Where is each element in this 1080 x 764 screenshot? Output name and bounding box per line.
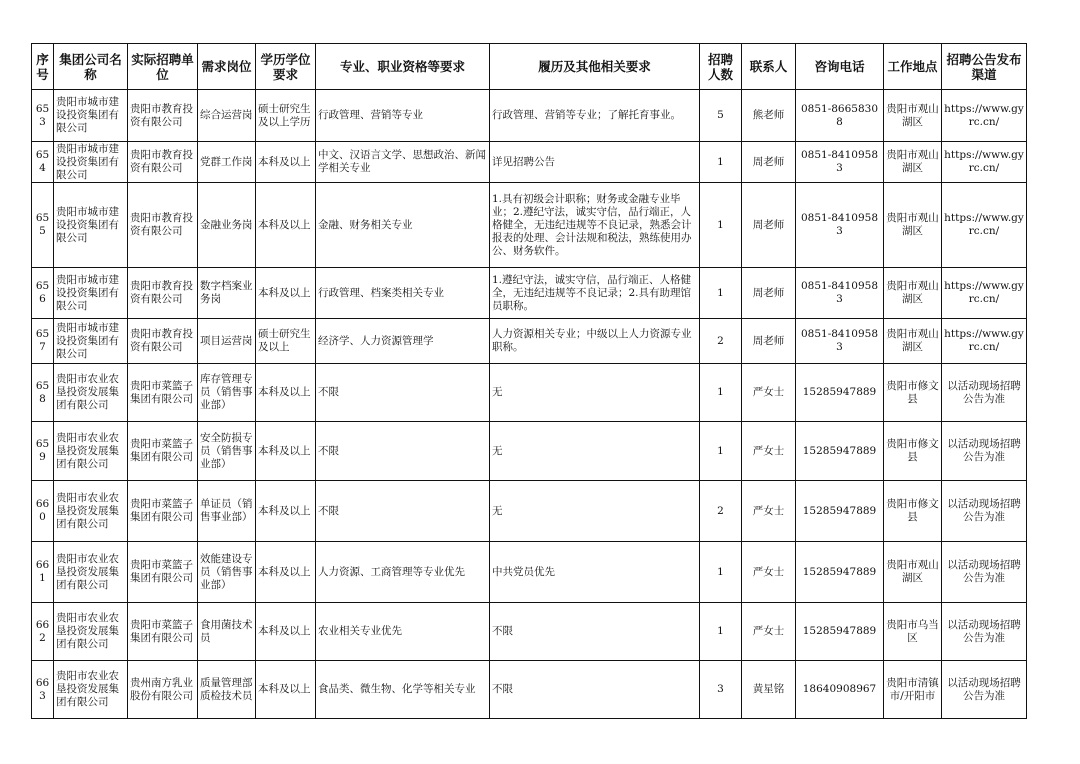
major-requirement-text: 行政管理、档案类相关专业: [318, 286, 444, 299]
work-location-text: 贵阳市观山湖区: [886, 559, 939, 584]
other-requirement-text: 人力资源相关专业；中级以上人力资源专业职称。: [492, 328, 692, 353]
group-company-name-text: 贵阳市城市建设投资集团有限公司: [56, 142, 119, 181]
table-body: [32, 90, 1027, 719]
work-location-text: 贵阳市观山湖区: [886, 149, 939, 174]
phone-number: [796, 319, 884, 364]
header-phone: 咨询电话: [796, 44, 884, 90]
contact-person: [742, 364, 796, 422]
hiring-unit-text: 贵阳市教育投资有限公司: [130, 280, 193, 305]
table-row: [32, 142, 1027, 183]
contact-person: [742, 183, 796, 268]
group-company-name-text: 贵阳市农业农垦投资发展集团有限公司: [56, 373, 119, 411]
major-requirement: [316, 422, 490, 481]
work-location-text: 贵阳市观山湖区: [886, 280, 939, 305]
other-requirement: [490, 90, 700, 142]
hiring-unit: [128, 183, 198, 268]
announcement-channel: [942, 364, 1027, 422]
group-company-name: [54, 142, 128, 183]
group-company-name-text: 贵阳市农业农垦投资发展集团有限公司: [56, 670, 119, 708]
contact-person-text: 严女士: [752, 565, 785, 578]
row-number: [32, 183, 54, 268]
other-requirement: [490, 142, 700, 183]
education-requirement: [256, 268, 316, 319]
major-requirement: [316, 268, 490, 319]
hiring-count-text: 3: [717, 683, 724, 695]
work-location-text: 贵阳市观山湖区: [886, 212, 939, 237]
other-requirement: [490, 422, 700, 481]
education-requirement: [256, 90, 316, 142]
announcement-channel-text: 以活动现场招聘公告为准: [947, 559, 1021, 584]
phone-number-text: 15285947889: [802, 386, 877, 398]
education-requirement-text: 本科及以上: [258, 444, 311, 457]
other-requirement-text: 无: [492, 444, 503, 457]
group-company-name-text: 贵阳市城市建设投资集团有限公司: [56, 273, 119, 312]
job-post-text: 数字档案业务岗: [200, 280, 253, 305]
row-number-text: 661: [35, 559, 50, 584]
major-requirement-text: 不限: [318, 386, 339, 398]
other-requirement-text: 无: [492, 504, 503, 517]
group-company-name: [54, 90, 128, 142]
job-post-text: 效能建设专员（销售事业部）: [200, 552, 253, 591]
major-requirement-text: 金融、财务相关专业: [318, 218, 413, 231]
row-number-text: 657: [35, 328, 50, 353]
contact-person: [742, 542, 796, 603]
work-location: [884, 319, 942, 364]
education-requirement-text: 本科及以上: [258, 504, 311, 517]
work-location: [884, 661, 942, 719]
major-requirement: [316, 183, 490, 268]
group-company-name-text: 贵阳市农业农垦投资发展集团有限公司: [56, 612, 119, 650]
group-company-name: [54, 268, 128, 319]
job-post: [198, 542, 256, 603]
contact-person-text: 周老师: [752, 155, 785, 168]
work-location: [884, 422, 942, 481]
work-location: [884, 268, 942, 319]
work-location: [884, 603, 942, 661]
hiring-count: [700, 319, 742, 364]
group-company-name-text: 贵阳市城市建设投资集团有限公司: [56, 205, 119, 244]
announcement-channel-text: 以活动现场招聘公告为准: [947, 498, 1021, 523]
contact-person: [742, 142, 796, 183]
contact-person: [742, 90, 796, 142]
job-post: [198, 183, 256, 268]
table-row: [32, 661, 1027, 719]
hiring-unit: [128, 364, 198, 422]
job-post-text: 质量管理部质检技术员: [200, 676, 253, 702]
hiring-unit: [128, 422, 198, 481]
job-post: [198, 90, 256, 142]
education-requirement-text: 本科及以上: [258, 683, 311, 695]
major-requirement-text: 行政管理、营销等专业: [318, 109, 423, 121]
major-requirement: [316, 364, 490, 422]
header-row: [32, 44, 1027, 90]
phone-number: [796, 542, 884, 603]
header-count: 招聘人数: [700, 44, 742, 90]
announcement-channel: [942, 422, 1027, 481]
education-requirement: [256, 542, 316, 603]
hiring-count-text: 1: [717, 386, 724, 398]
other-requirement-text: 不限: [492, 683, 513, 695]
hiring-unit-text: 贵阳市教育投资有限公司: [130, 149, 193, 174]
job-post-text: 食用菌技术员: [200, 618, 253, 644]
other-requirement: [490, 364, 700, 422]
announcement-channel-text: https://www.gyrc.cn/: [944, 212, 1024, 237]
hiring-unit: [128, 268, 198, 319]
announcement-channel: [942, 268, 1027, 319]
announcement-channel-text: https://www.gyrc.cn/: [944, 102, 1024, 128]
other-requirement-text: 1.具有初级会计职称；财务或金融专业毕业；2.遵纪守法，诚实守信，品行端正，人格健全，无违纪违规等不良记录，熟悉会计报表的处理、会计法规和税法，熟练使用办公、财务软件。: [492, 192, 692, 257]
major-requirement: [316, 661, 490, 719]
hiring-count: [700, 142, 742, 183]
major-requirement: [316, 142, 490, 183]
header-major: 专业、职业资格等要求: [316, 44, 490, 90]
recruitment-table: [31, 43, 1027, 719]
phone-number-text: 15285947889: [802, 444, 877, 457]
row-number-text: 663: [35, 676, 50, 702]
row-number-text: 660: [35, 498, 50, 523]
header-edu: 学历学位要求: [256, 44, 316, 90]
table-row: [32, 481, 1027, 542]
major-requirement: [316, 603, 490, 661]
phone-number: [796, 364, 884, 422]
job-post-text: 金融业务岗: [200, 218, 253, 231]
group-company-name-text: 贵阳市城市建设投资集团有限公司: [56, 96, 119, 134]
hiring-count: [700, 422, 742, 481]
table-row: [32, 183, 1027, 268]
group-company-name-text: 贵阳市农业农垦投资发展集团有限公司: [56, 552, 119, 591]
hiring-count-text: 1: [717, 565, 724, 578]
hiring-count-text: 1: [717, 155, 724, 168]
group-company-name-text: 贵阳市农业农垦投资发展集团有限公司: [56, 491, 119, 530]
work-location: [884, 90, 942, 142]
education-requirement-text: 硕士研究生及以上: [258, 328, 311, 353]
job-post: [198, 319, 256, 364]
hiring-count-text: 1: [717, 286, 724, 299]
announcement-channel-text: 以活动现场招聘公告为准: [947, 676, 1021, 702]
other-requirement: [490, 319, 700, 364]
hiring-count-text: 1: [717, 444, 724, 457]
table-row: [32, 422, 1027, 481]
table-row: [32, 542, 1027, 603]
education-requirement: [256, 603, 316, 661]
header-other: 履历及其他相关要求: [490, 44, 700, 90]
other-requirement: [490, 542, 700, 603]
phone-number: [796, 183, 884, 268]
job-post: [198, 481, 256, 542]
contact-person-text: 黄星铭: [752, 683, 785, 695]
job-post: [198, 268, 256, 319]
phone-number-text: 0851-84109583: [800, 280, 879, 305]
hiring-unit-text: 贵州南方乳业股份有限公司: [130, 676, 193, 702]
phone-number-text: 0851-84109583: [800, 328, 879, 353]
announcement-channel-text: 以活动现场招聘公告为准: [947, 379, 1021, 405]
announcement-channel-text: 以活动现场招聘公告为准: [947, 438, 1021, 463]
announcement-channel: [942, 142, 1027, 183]
announcement-channel: [942, 90, 1027, 142]
table-row: [32, 268, 1027, 319]
hiring-count: [700, 364, 742, 422]
row-number: [32, 661, 54, 719]
education-requirement: [256, 364, 316, 422]
job-post-text: 安全防损专员（销售事业部）: [200, 431, 253, 470]
row-number-text: 653: [35, 102, 50, 128]
education-requirement-text: 本科及以上: [258, 625, 311, 637]
major-requirement: [316, 542, 490, 603]
education-requirement: [256, 142, 316, 183]
job-post-text: 党群工作岗: [200, 155, 253, 168]
phone-number: [796, 422, 884, 481]
contact-person: [742, 268, 796, 319]
group-company-name: [54, 319, 128, 364]
phone-number-text: 15285947889: [802, 504, 877, 517]
work-location-text: 贵阳市观山湖区: [886, 328, 939, 353]
education-requirement-text: 本科及以上: [258, 155, 311, 168]
hiring-unit-text: 贵阳市菜篮子集团有限公司: [130, 618, 193, 644]
announcement-channel: [942, 183, 1027, 268]
hiring-count-text: 1: [717, 218, 724, 231]
other-requirement: [490, 183, 700, 268]
row-number-text: 659: [35, 438, 50, 463]
work-location-text: 贵阳市乌当区: [886, 618, 939, 644]
row-number: [32, 142, 54, 183]
hiring-unit: [128, 603, 198, 661]
row-number-text: 658: [35, 379, 50, 405]
row-number: [32, 90, 54, 142]
education-requirement: [256, 183, 316, 268]
group-company-name-text: 贵阳市农业农垦投资发展集团有限公司: [56, 431, 119, 470]
announcement-channel: [942, 603, 1027, 661]
job-post-text: 综合运营岗: [200, 109, 253, 121]
hiring-count-text: 2: [717, 334, 724, 347]
row-number-text: 655: [35, 212, 50, 237]
hiring-unit: [128, 542, 198, 603]
hiring-count-text: 5: [717, 109, 724, 121]
other-requirement: [490, 481, 700, 542]
row-number-text: 654: [35, 149, 50, 174]
header-channel: 招聘公告发布渠道: [942, 44, 1027, 90]
hiring-count: [700, 268, 742, 319]
header-group: 集团公司名称: [54, 44, 128, 90]
hiring-count: [700, 90, 742, 142]
phone-number: [796, 268, 884, 319]
hiring-count: [700, 603, 742, 661]
hiring-count: [700, 542, 742, 603]
major-requirement-text: 人力资源、工商管理等专业优先: [318, 565, 465, 578]
phone-number-text: 18640908967: [802, 683, 877, 695]
major-requirement: [316, 90, 490, 142]
work-location-text: 贵阳市清镇市/开阳市: [886, 676, 939, 702]
phone-number: [796, 142, 884, 183]
row-number: [32, 422, 54, 481]
row-number: [32, 364, 54, 422]
job-post-text: 单证员（销售事业部）: [200, 498, 253, 523]
hiring-unit: [128, 481, 198, 542]
work-location-text: 贵阳市观山湖区: [886, 102, 939, 128]
announcement-channel: [942, 542, 1027, 603]
work-location: [884, 542, 942, 603]
other-requirement: [490, 268, 700, 319]
phone-number-text: 0851-86658308: [800, 102, 879, 128]
work-location: [884, 481, 942, 542]
education-requirement-text: 硕士研究生及以上学历: [258, 102, 311, 128]
job-post-text: 项目运营岗: [200, 334, 253, 347]
other-requirement-text: 无: [492, 386, 503, 398]
hiring-unit-text: 贵阳市教育投资有限公司: [130, 328, 193, 353]
hiring-unit-text: 贵阳市教育投资有限公司: [130, 102, 193, 128]
group-company-name: [54, 183, 128, 268]
work-location-text: 贵阳市修文县: [886, 438, 939, 463]
row-number-text: 662: [35, 618, 50, 644]
table-row: [32, 364, 1027, 422]
announcement-channel: [942, 319, 1027, 364]
major-requirement-text: 食品类、微生物、化学等相关专业: [318, 683, 476, 695]
hiring-unit-text: 贵阳市菜篮子集团有限公司: [130, 498, 193, 523]
hiring-count: [700, 183, 742, 268]
announcement-channel-text: https://www.gyrc.cn/: [944, 149, 1024, 174]
announcement-channel-text: https://www.gyrc.cn/: [944, 328, 1024, 353]
contact-person: [742, 481, 796, 542]
job-post: [198, 142, 256, 183]
job-post: [198, 603, 256, 661]
header-post: 需求岗位: [198, 44, 256, 90]
job-post-text: 库存管理专员（销售事业部）: [200, 373, 253, 411]
work-location-text: 贵阳市修文县: [886, 379, 939, 405]
education-requirement: [256, 422, 316, 481]
work-location: [884, 364, 942, 422]
job-post: [198, 364, 256, 422]
hiring-count-text: 2: [717, 504, 724, 517]
hiring-unit: [128, 319, 198, 364]
hiring-count: [700, 661, 742, 719]
table-row: [32, 90, 1027, 142]
hiring-unit-text: 贵阳市菜篮子集团有限公司: [130, 438, 193, 463]
group-company-name: [54, 481, 128, 542]
table-row: [32, 603, 1027, 661]
contact-person-text: 严女士: [752, 504, 785, 517]
header-no: 序号: [32, 44, 54, 90]
announcement-channel: [942, 481, 1027, 542]
contact-person-text: 周老师: [752, 218, 785, 231]
contact-person: [742, 661, 796, 719]
row-number-text: 656: [35, 280, 50, 305]
header-place: 工作地点: [884, 44, 942, 90]
row-number: [32, 481, 54, 542]
other-requirement-text: 详见招聘公告: [492, 155, 555, 168]
education-requirement-text: 本科及以上: [258, 565, 311, 578]
header-unit: 实际招聘单位: [128, 44, 198, 90]
education-requirement: [256, 319, 316, 364]
hiring-unit: [128, 142, 198, 183]
job-post: [198, 661, 256, 719]
contact-person-text: 周老师: [752, 286, 785, 299]
announcement-channel-text: https://www.gyrc.cn/: [944, 280, 1024, 305]
phone-number: [796, 661, 884, 719]
contact-person: [742, 319, 796, 364]
row-number: [32, 542, 54, 603]
education-requirement-text: 本科及以上: [258, 218, 311, 231]
phone-number: [796, 90, 884, 142]
phone-number-text: 15285947889: [802, 565, 877, 578]
work-location: [884, 183, 942, 268]
hiring-count-text: 1: [717, 625, 724, 637]
hiring-unit-text: 贵阳市教育投资有限公司: [130, 212, 193, 237]
phone-number-text: 15285947889: [802, 625, 877, 637]
contact-person-text: 熊老师: [752, 109, 785, 121]
contact-person-text: 严女士: [752, 444, 785, 457]
group-company-name: [54, 422, 128, 481]
announcement-channel-text: 以活动现场招聘公告为准: [947, 618, 1021, 644]
major-requirement: [316, 319, 490, 364]
hiring-unit: [128, 661, 198, 719]
group-company-name: [54, 603, 128, 661]
other-requirement-text: 行政管理、营销等专业；了解托育事业。: [492, 109, 681, 121]
group-company-name: [54, 364, 128, 422]
phone-number-text: 0851-84109583: [800, 149, 879, 174]
phone-number: [796, 603, 884, 661]
hiring-unit-text: 贵阳市菜篮子集团有限公司: [130, 559, 193, 584]
contact-person: [742, 603, 796, 661]
group-company-name: [54, 542, 128, 603]
other-requirement-text: 中共党员优先: [492, 565, 555, 578]
row-number: [32, 319, 54, 364]
contact-person-text: 周老师: [752, 334, 785, 347]
other-requirement: [490, 661, 700, 719]
hiring-unit-text: 贵阳市菜篮子集团有限公司: [130, 379, 193, 405]
phone-number: [796, 481, 884, 542]
row-number: [32, 268, 54, 319]
contact-person: [742, 422, 796, 481]
other-requirement: [490, 603, 700, 661]
education-requirement-text: 本科及以上: [258, 386, 311, 398]
other-requirement-text: 1.遵纪守法，诚实守信，品行端正、人格健全，无违纪违规等不良记录；2.具有助理馆员职称。: [492, 273, 692, 312]
phone-number-text: 0851-84109583: [800, 212, 879, 237]
announcement-channel: [942, 661, 1027, 719]
group-company-name: [54, 661, 128, 719]
major-requirement: [316, 481, 490, 542]
job-post: [198, 422, 256, 481]
hiring-count: [700, 481, 742, 542]
contact-person-text: 严女士: [752, 386, 785, 398]
major-requirement-text: 中文、汉语言文学、思想政治、新闻学相关专业: [318, 149, 486, 174]
work-location-text: 贵阳市修文县: [886, 498, 939, 523]
major-requirement-text: 不限: [318, 444, 339, 457]
other-requirement-text: 不限: [492, 625, 513, 637]
header-contact: 联系人: [742, 44, 796, 90]
major-requirement-text: 农业相关专业优先: [318, 625, 402, 637]
table-row: [32, 319, 1027, 364]
group-company-name-text: 贵阳市城市建设投资集团有限公司: [56, 321, 119, 360]
contact-person-text: 严女士: [752, 625, 785, 637]
education-requirement-text: 本科及以上: [258, 286, 311, 299]
major-requirement-text: 经济学、人力资源管理学: [318, 334, 434, 347]
education-requirement: [256, 481, 316, 542]
hiring-unit: [128, 90, 198, 142]
row-number: [32, 603, 54, 661]
education-requirement: [256, 661, 316, 719]
major-requirement-text: 不限: [318, 504, 339, 517]
work-location: [884, 142, 942, 183]
